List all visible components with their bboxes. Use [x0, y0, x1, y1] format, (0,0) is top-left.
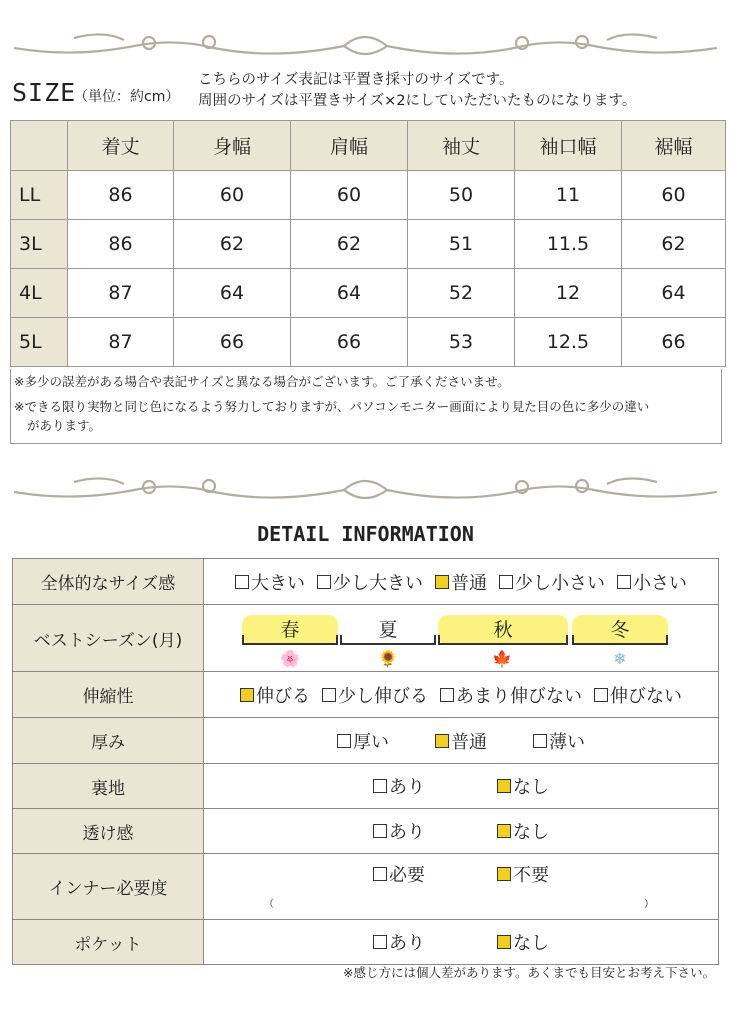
sunflower-icon: 🌻: [378, 649, 398, 668]
size-value: 50: [408, 171, 515, 220]
empty-box-icon: [617, 575, 631, 589]
season-label: 春: [280, 619, 300, 641]
column-header: 袖丈: [408, 121, 515, 171]
table-row: [11, 220, 726, 269]
size-value: 11.5: [515, 220, 622, 269]
detail-row-thickness: [13, 718, 719, 764]
detail-label: 全体的なサイズ感: [13, 559, 204, 605]
lining-option: [497, 773, 549, 799]
maple-leaf-icon: 🍁: [492, 649, 512, 668]
column-header: 肩幅: [291, 121, 408, 171]
option-label: 伸びない: [610, 685, 682, 707]
thickness-options: [204, 728, 718, 754]
option-label: 不要: [513, 864, 549, 886]
fit-option: [235, 569, 305, 595]
size-value: 66: [291, 318, 408, 367]
detail-row-fit: [13, 559, 719, 605]
size-value: 53: [408, 318, 515, 367]
size-note: 周囲のサイズは平置きサイズ×2にしていただいたものになります。: [198, 93, 637, 109]
middle-ornament-divider: [14, 472, 717, 508]
checked-box-icon: [435, 575, 449, 589]
footnote: があります。: [27, 418, 102, 433]
option-label: あり: [389, 933, 425, 954]
detail-row-pocket: [13, 920, 719, 965]
checked-box-icon: [497, 779, 511, 793]
inner-options: [204, 855, 718, 887]
empty-box-icon: [373, 935, 387, 949]
table-row: [11, 269, 726, 318]
pocket-option: [497, 929, 549, 955]
option-label: 必要: [389, 864, 425, 886]
cherry-blossom-icon: 🌸: [280, 649, 300, 668]
size-notes: [198, 70, 636, 112]
fit-option: [499, 569, 605, 595]
size-value: 64: [291, 269, 408, 318]
size-value: 12.5: [515, 318, 622, 367]
inner-option: [373, 861, 425, 887]
size-unit: （単位：約cm）: [74, 89, 180, 105]
size-label: LL: [11, 171, 68, 220]
column-header: 着丈: [68, 121, 174, 171]
size-value: 87: [68, 269, 174, 318]
option-label: あり: [389, 822, 425, 843]
table-row: [11, 171, 726, 220]
detail-label: 透け感: [13, 809, 204, 854]
option-label: 普通: [451, 731, 487, 753]
option-label: なし: [513, 777, 549, 798]
option-label: なし: [513, 933, 549, 954]
size-table-header: [11, 121, 726, 171]
empty-box-icon: [373, 779, 387, 793]
checked-box-icon: [497, 824, 511, 838]
empty-box-icon: [499, 575, 513, 589]
snowflake-icon: ❄: [613, 649, 627, 668]
sheer-options: [204, 818, 718, 844]
detail-title: DETAIL INFORMATION: [257, 522, 474, 546]
season-label: 冬: [610, 619, 630, 641]
size-value: 60: [622, 171, 726, 220]
size-value: 62: [622, 220, 726, 269]
size-value: 64: [622, 269, 726, 318]
option-label: 少し大きい: [333, 572, 423, 594]
option-label: 伸びる: [256, 685, 310, 707]
season-winter: [572, 615, 668, 645]
detail-row-lining: [13, 764, 719, 809]
empty-box-icon: [373, 867, 387, 881]
size-note: こちらのサイズ表記は平置き採寸のサイズです。: [198, 72, 514, 88]
detail-row-season: [13, 605, 719, 672]
sheer-option: [497, 818, 549, 844]
detail-note: ※感じ方には個人差があります。あくまでも目安とお考え下さい。: [343, 965, 715, 980]
season-summer: [340, 615, 436, 645]
thickness-option: [435, 728, 487, 754]
option-label: あまり伸びない: [456, 685, 582, 707]
detail-row-stretch: [13, 672, 719, 718]
size-value: 11: [515, 171, 622, 220]
season-spring: [242, 615, 338, 645]
option-label: 小さい: [633, 572, 687, 594]
pocket-options: [204, 929, 718, 955]
lining-options: [204, 773, 718, 799]
empty-box-icon: [440, 688, 454, 702]
footnote: ※できる限り実物と同じ色になるよう努力しておりますが、パソコンモニター画面により見た目の色に多少の違い: [14, 399, 650, 414]
column-header: 身幅: [174, 121, 291, 171]
detail-table: [12, 558, 719, 965]
pocket-option: [373, 929, 425, 955]
size-label: 3L: [11, 220, 68, 269]
empty-box-icon: [594, 688, 608, 702]
checked-box-icon: [497, 935, 511, 949]
size-value: 86: [68, 220, 174, 269]
checked-box-icon: [435, 734, 449, 748]
stretch-option: [440, 682, 582, 708]
size-value: 62: [291, 220, 408, 269]
stretch-option: [240, 682, 310, 708]
paren-right: ）: [644, 898, 654, 910]
fit-option: [617, 569, 687, 595]
option-label: 普通: [451, 572, 487, 594]
detail-label: 伸縮性: [13, 672, 204, 718]
fit-option: [435, 569, 487, 595]
column-header: 袖口幅: [515, 121, 622, 171]
empty-box-icon: [235, 575, 249, 589]
season-chart: [204, 605, 718, 671]
option-label: 少し伸びる: [338, 685, 428, 707]
size-value: 64: [174, 269, 291, 318]
size-value: 60: [291, 171, 408, 220]
size-value: 52: [408, 269, 515, 318]
inner-option: [497, 861, 549, 887]
option-label: 薄い: [549, 731, 585, 753]
empty-box-icon: [533, 734, 547, 748]
size-value: 60: [174, 171, 291, 220]
detail-row-inner: [13, 854, 719, 920]
option-label: 厚い: [353, 731, 389, 753]
top-ornament-divider: [14, 28, 717, 64]
option-label: 少し小さい: [515, 572, 605, 594]
size-label: 5L: [11, 318, 68, 367]
size-corner: [11, 121, 68, 171]
option-label: 大きい: [251, 572, 305, 594]
empty-box-icon: [322, 688, 336, 702]
size-value: 66: [174, 318, 291, 367]
season-label: 夏: [378, 619, 398, 641]
stretch-option: [594, 682, 682, 708]
checked-box-icon: [240, 688, 254, 702]
empty-box-icon: [337, 734, 351, 748]
size-value: 51: [408, 220, 515, 269]
option-label: なし: [513, 822, 549, 843]
fit-option: [317, 569, 423, 595]
empty-box-icon: [373, 824, 387, 838]
detail-label: 裏地: [13, 764, 204, 809]
thickness-option: [533, 728, 585, 754]
detail-label: 厚み: [13, 718, 204, 764]
season-label: 秋: [493, 619, 513, 641]
footnote: ※多少の誤差がある場合や表記サイズと異なる場合がございます。ご了承くださいませ。: [14, 374, 510, 389]
stretch-options: [204, 682, 718, 708]
detail-label: ベストシーズン(月): [13, 605, 204, 672]
lining-option: [373, 773, 425, 799]
size-value: 86: [68, 171, 174, 220]
detail-row-sheer: [13, 809, 719, 854]
table-row: [11, 318, 726, 367]
size-value: 66: [622, 318, 726, 367]
size-title: SIZE: [12, 78, 77, 107]
checked-box-icon: [497, 867, 511, 881]
season-autumn: [438, 615, 568, 645]
size-label: 4L: [11, 269, 68, 318]
size-value: 87: [68, 318, 174, 367]
detail-label: ポケット: [13, 920, 204, 965]
size-footnotes: [10, 369, 722, 444]
stretch-option: [322, 682, 428, 708]
size-value: 12: [515, 269, 622, 318]
thickness-option: [337, 728, 389, 754]
size-table: [10, 120, 726, 367]
fit-options: [204, 569, 718, 595]
size-value: 62: [174, 220, 291, 269]
empty-box-icon: [317, 575, 331, 589]
option-label: あり: [389, 777, 425, 798]
column-header: 裾幅: [622, 121, 726, 171]
size-header: [12, 74, 727, 114]
detail-label: インナー必要度: [13, 854, 204, 920]
sheer-option: [373, 818, 425, 844]
paren-left: （: [264, 898, 274, 910]
